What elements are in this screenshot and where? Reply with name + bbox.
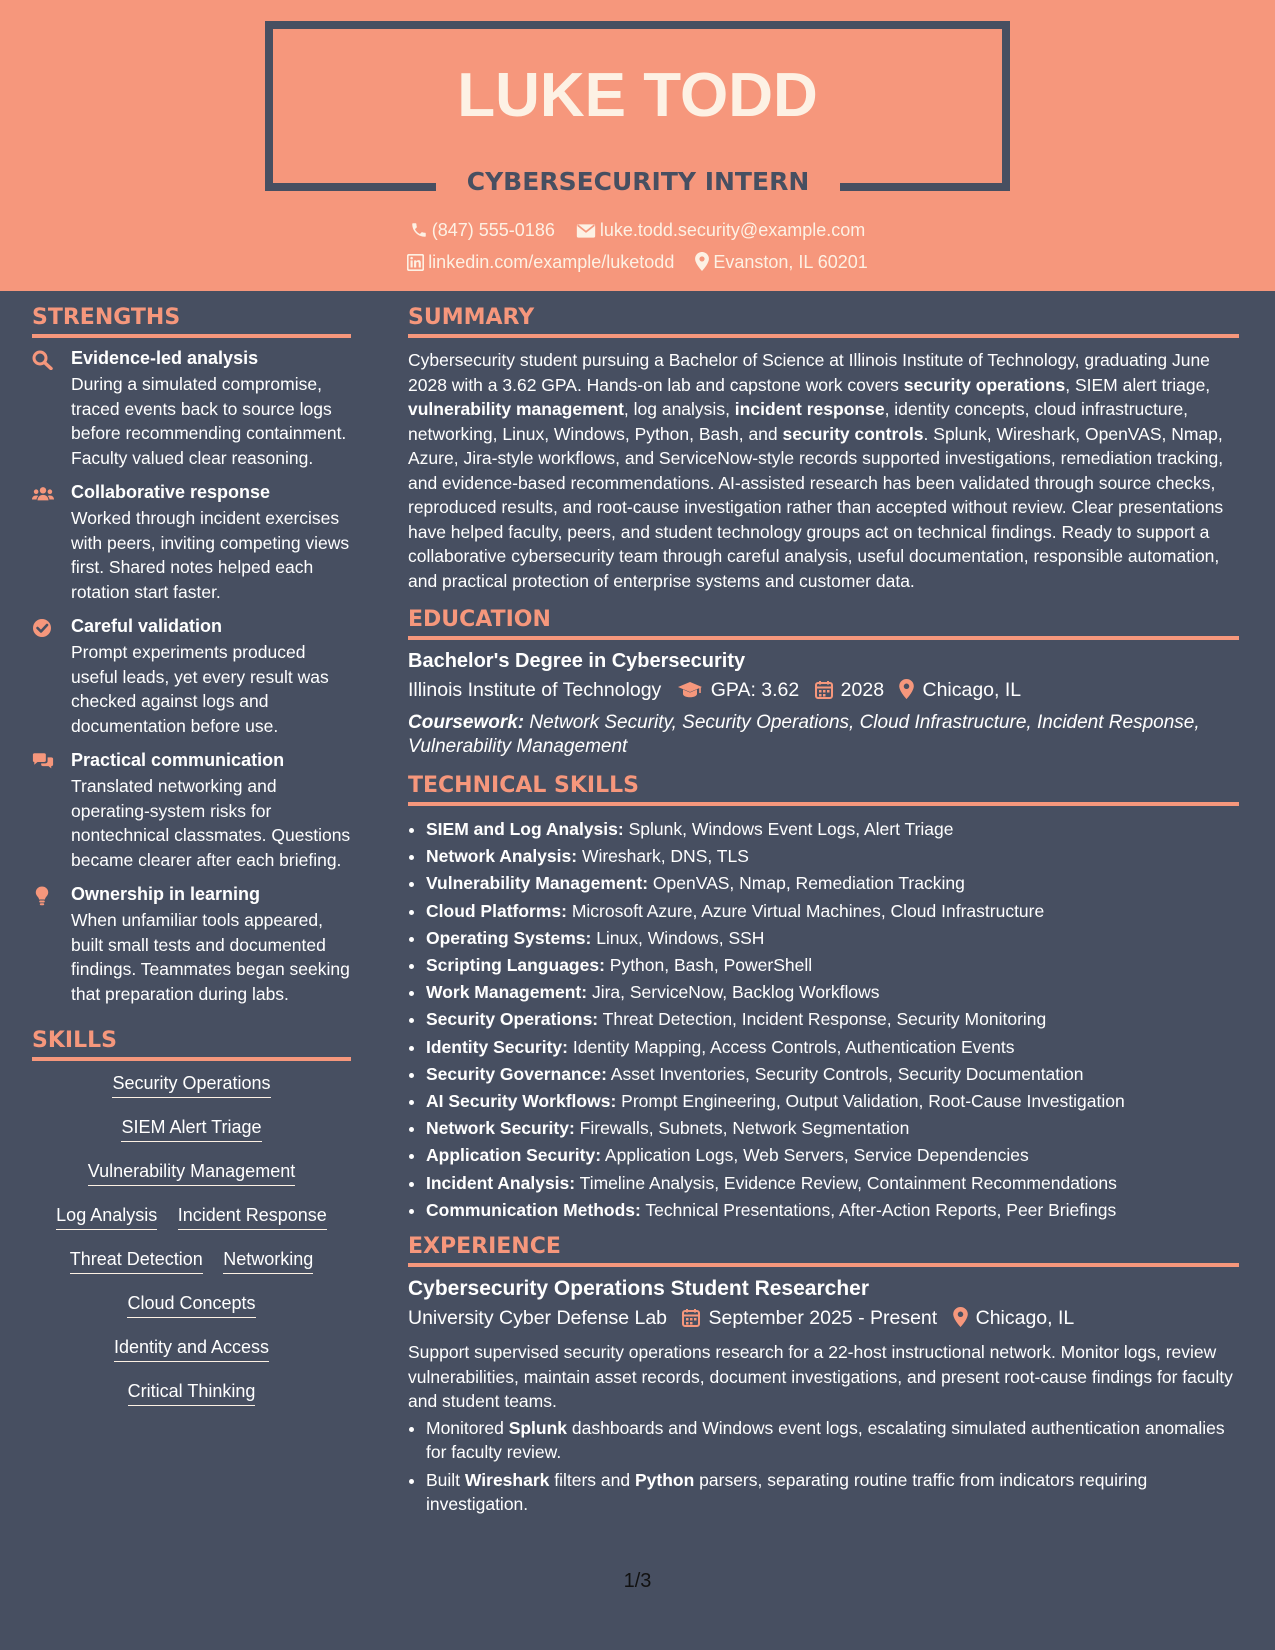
skill-tag: Networking	[223, 1249, 313, 1274]
graduation-cap-icon	[677, 681, 703, 699]
job-bullet-list	[408, 1416, 1239, 1517]
map-pin-icon	[695, 252, 709, 271]
strength-item	[32, 750, 351, 872]
users-icon	[32, 484, 54, 504]
skill-category: Identity Security:	[426, 1036, 568, 1057]
candidate-name: LUKE TODD	[457, 61, 818, 130]
bullet-text-run: Built	[426, 1469, 465, 1490]
technical-skill-item	[426, 952, 1239, 979]
skill-category: Vulnerability Management:	[426, 873, 649, 894]
skill-row	[32, 1073, 351, 1098]
skill-row	[32, 1381, 351, 1406]
bullet-text-run: parsers, separating routine traffic from indicators requiring investigation.	[426, 1469, 1148, 1515]
skill-values: Asset Inventories, Security Controls, Security Documentation	[606, 1063, 1084, 1084]
summary-keyword: security operations	[903, 374, 1066, 395]
location-text: Evanston, IL 60201	[713, 252, 868, 272]
skill-values: Linux, Windows, SSH	[591, 927, 765, 948]
contact-row-1	[0, 220, 1275, 241]
strength-body: Prompt experiments produced useful leads, yet every result was checked against logs and documentation before use.	[71, 642, 329, 736]
linkedin-contact[interactable]	[407, 252, 674, 273]
school-location: Chicago, IL	[922, 679, 1022, 701]
skill-category: Security Governance:	[426, 1063, 607, 1084]
technical-skill-item	[426, 1088, 1239, 1115]
skill-category: Network Analysis:	[426, 846, 578, 867]
lightbulb-icon	[32, 886, 54, 906]
search-icon	[32, 350, 54, 370]
strength-item	[32, 348, 351, 470]
bullet-text-run: dashboards and Windows event logs, escalating simulated authentication anomalies for faculty review.	[426, 1417, 1225, 1463]
skills-list	[32, 1073, 351, 1406]
comments-icon	[32, 752, 54, 772]
organization-name: University Cyber Defense Lab	[408, 1307, 668, 1330]
school-name: Illinois Institute of Technology	[408, 679, 662, 701]
strength-body: Worked through incident exercises with peers, inviting competing views first. Shared notes helped each rotation start faster.	[71, 508, 350, 602]
technical-skill-item	[426, 979, 1239, 1006]
skill-row	[32, 1205, 351, 1230]
skill-values: Python, Bash, PowerShell	[604, 955, 813, 976]
left-column	[32, 305, 351, 1425]
skill-category: SIEM and Log Analysis:	[426, 819, 624, 839]
technical-skill-item	[426, 925, 1239, 952]
skill-values: Microsoft Azure, Azure Virtual Machines, Cloud Infrastructure	[566, 900, 1045, 921]
technical-skills-list	[408, 816, 1239, 1224]
technical-skill-item	[426, 1197, 1239, 1224]
skill-category: Work Management:	[426, 982, 588, 1003]
skill-category: Application Security:	[426, 1145, 602, 1166]
skills-heading: SKILLS	[32, 1028, 351, 1061]
skill-values: Threat Detection, Incident Response, Security Monitoring	[598, 1009, 1047, 1030]
strength-item	[32, 482, 351, 604]
technical-skill-item	[426, 1142, 1239, 1169]
job-bullet	[426, 1468, 1239, 1517]
skill-tag: Identity and Access	[114, 1337, 269, 1362]
strength-item	[32, 884, 351, 1006]
job-role-title: CYBERSECURITY INTERN	[466, 167, 810, 196]
strength-title: Ownership in learning	[71, 884, 261, 904]
technical-skill-item	[426, 843, 1239, 870]
technical-skill-item	[426, 816, 1239, 843]
skill-tag: Vulnerability Management	[88, 1161, 295, 1186]
skill-category: Cloud Platforms:	[426, 900, 567, 921]
strength-title: Careful validation	[71, 616, 223, 636]
header-banner	[0, 0, 1275, 291]
strength-title: Evidence-led analysis	[71, 348, 259, 368]
email-contact[interactable]	[576, 220, 865, 241]
strength-body: When unfamiliar tools appeared, built small tests and documented findings. Teammates began seeking that preparation during labs.	[71, 910, 350, 1004]
summary-keyword: security controls	[782, 423, 924, 444]
skill-category: Incident Analysis:	[426, 1172, 576, 1193]
job-title: Cybersecurity Operations Student Researcher	[408, 1277, 869, 1301]
right-column	[408, 305, 1239, 1520]
strength-body: Translated networking and operating-system risks for nontechnical classmates. Questions became clearer after each briefing.	[71, 776, 351, 870]
technical-skill-item	[426, 1170, 1239, 1197]
skill-tag: Threat Detection	[70, 1249, 203, 1274]
job-dates: September 2025 - Present	[708, 1307, 938, 1330]
bullet-keyword: Wireshark	[464, 1469, 550, 1490]
map-pin-icon	[899, 679, 914, 699]
skill-values: Technical Presentations, After-Action Reports, Peer Briefings	[640, 1199, 1117, 1220]
page-number: 1/3	[623, 1570, 652, 1592]
skill-category: AI Security Workflows:	[426, 1091, 617, 1112]
skill-category: Scripting Languages:	[426, 955, 605, 976]
location-contact	[695, 252, 867, 273]
summary-text-run: . Splunk, Wireshark, OpenVAS, Nmap, Azure, Jira-style workflows, and ServiceNow-style records supported investigations, remediation tracking, and evidence-based recommendations. AI-assisted research has been validated through source checks, reproduced results, and root-cause investigation rather than accepted without review. Clear presentations have helped faculty, peers, and student technology groups act on technical findings. Ready to support a collaborative cybersecurity team through careful analysis, useful documentation, responsible automation, and practical protection of enterprise systems and customer data.	[408, 423, 1224, 591]
contact-row-2	[0, 252, 1275, 273]
job-location: Chicago, IL	[975, 1307, 1075, 1330]
experience-heading: EXPERIENCE	[408, 1234, 1239, 1267]
technical-skills-heading: TECHNICAL SKILLS	[408, 773, 1239, 806]
skill-values: Prompt Engineering, Output Validation, Root-Cause Investigation	[616, 1091, 1125, 1112]
strength-title: Practical communication	[71, 750, 285, 770]
skill-category: Network Security:	[426, 1118, 575, 1139]
skill-values: Identity Mapping, Access Controls, Authentication Events	[567, 1036, 1015, 1057]
bullet-text-run: filters and	[549, 1469, 635, 1490]
skill-values: Wireshark, DNS, TLS	[577, 846, 749, 867]
skill-row	[32, 1293, 351, 1318]
summary-text-run: , SIEM alert triage,	[1065, 374, 1211, 395]
summary-heading: SUMMARY	[408, 305, 1239, 338]
skill-row	[32, 1249, 351, 1274]
skill-tag: Security Operations	[112, 1073, 270, 1098]
skill-values: Jira, ServiceNow, Backlog Workflows	[587, 982, 880, 1003]
skill-values: Application Logs, Web Servers, Service Dependencies	[601, 1145, 1029, 1166]
bullet-keyword: Python	[634, 1469, 695, 1490]
skill-row	[32, 1337, 351, 1362]
skill-tag: Critical Thinking	[128, 1381, 256, 1406]
graduation-year: 2028	[840, 679, 885, 701]
skill-values: Timeline Analysis, Evidence Review, Containment Recommendations	[575, 1172, 1117, 1193]
summary-keyword: incident response	[734, 399, 885, 419]
strength-item	[32, 616, 351, 738]
strength-title: Collaborative response	[71, 482, 271, 502]
bullet-keyword: Splunk	[508, 1417, 568, 1438]
technical-skill-item	[426, 870, 1239, 897]
linkedin-url: linkedin.com/example/luketodd	[428, 252, 675, 272]
strengths-heading: STRENGTHS	[32, 305, 351, 338]
coursework-label: Coursework:	[408, 712, 525, 733]
envelope-icon	[576, 223, 596, 239]
skill-tag: SIEM Alert Triage	[121, 1117, 261, 1142]
skill-tag: Log Analysis	[56, 1205, 157, 1230]
summary-keyword: vulnerability management	[408, 399, 624, 419]
frame-divider-right	[840, 183, 1010, 191]
skill-values: Splunk, Windows Event Logs, Alert Triage	[623, 819, 954, 839]
summary-paragraph	[408, 348, 1239, 593]
skill-tag: Cloud Concepts	[127, 1293, 255, 1318]
skill-values: Firewalls, Subnets, Network Segmentation	[574, 1118, 910, 1139]
coursework-list: Network Security, Security Operations, Cloud Infrastructure, Incident Response, Vulnerability Management	[408, 712, 1200, 757]
email-address: luke.todd.security@example.com	[599, 220, 866, 240]
job-details	[408, 1307, 1239, 1330]
strength-body: During a simulated compromise, traced events back to source logs before recommending containment. Faculty valued clear reasoning.	[71, 374, 347, 468]
technical-skill-item	[426, 1034, 1239, 1061]
coursework	[408, 711, 1239, 759]
education-heading: EDUCATION	[408, 607, 1239, 640]
phone-icon	[410, 221, 428, 239]
technical-skill-item	[426, 1115, 1239, 1142]
phone-number: (847) 555-0186	[431, 220, 555, 240]
calendar-icon	[815, 680, 833, 699]
check-circle-icon	[32, 618, 54, 638]
frame-divider-left	[265, 183, 436, 191]
technical-skill-item	[426, 1006, 1239, 1033]
summary-text-run: , log analysis,	[623, 399, 735, 419]
linkedin-icon	[407, 254, 424, 271]
job-description: Support supervised security operations research for a 22-host instructional network. Monitor logs, review vulnerabilities, maintain asset records, document investigations, and present root-cause findings for faculty and student teams.	[408, 1342, 1233, 1412]
skill-row	[32, 1161, 351, 1186]
technical-skill-item	[426, 898, 1239, 925]
job-bullet	[426, 1416, 1239, 1465]
phone-contact[interactable]	[410, 220, 555, 241]
gpa: GPA: 3.62	[710, 679, 800, 701]
skill-category: Communication Methods:	[426, 1199, 641, 1220]
skill-category: Security Operations:	[426, 1009, 599, 1030]
skill-tag: Incident Response	[178, 1205, 327, 1230]
technical-skill-item	[426, 1061, 1239, 1088]
map-pin-icon	[953, 1307, 968, 1327]
skill-row	[32, 1117, 351, 1142]
calendar-icon	[682, 1308, 700, 1327]
skill-category: Operating Systems:	[426, 927, 592, 948]
bullet-text-run: Monitored	[426, 1417, 509, 1438]
education-details	[408, 679, 1239, 702]
skill-values: OpenVAS, Nmap, Remediation Tracking	[648, 873, 965, 894]
degree-title: Bachelor's Degree in Cybersecurity	[408, 650, 746, 672]
summary-text-run: , identity concepts, cloud infrastructure, networking, Linux, Windows, Python, Bash, and	[408, 399, 1189, 444]
summary-text-run: Cybersecurity student pursuing a Bachelor of Science at Illinois Institute of Technology, graduating June 2028 with a 3.62 GPA. Hands-on lab and capstone work covers	[408, 350, 1210, 395]
